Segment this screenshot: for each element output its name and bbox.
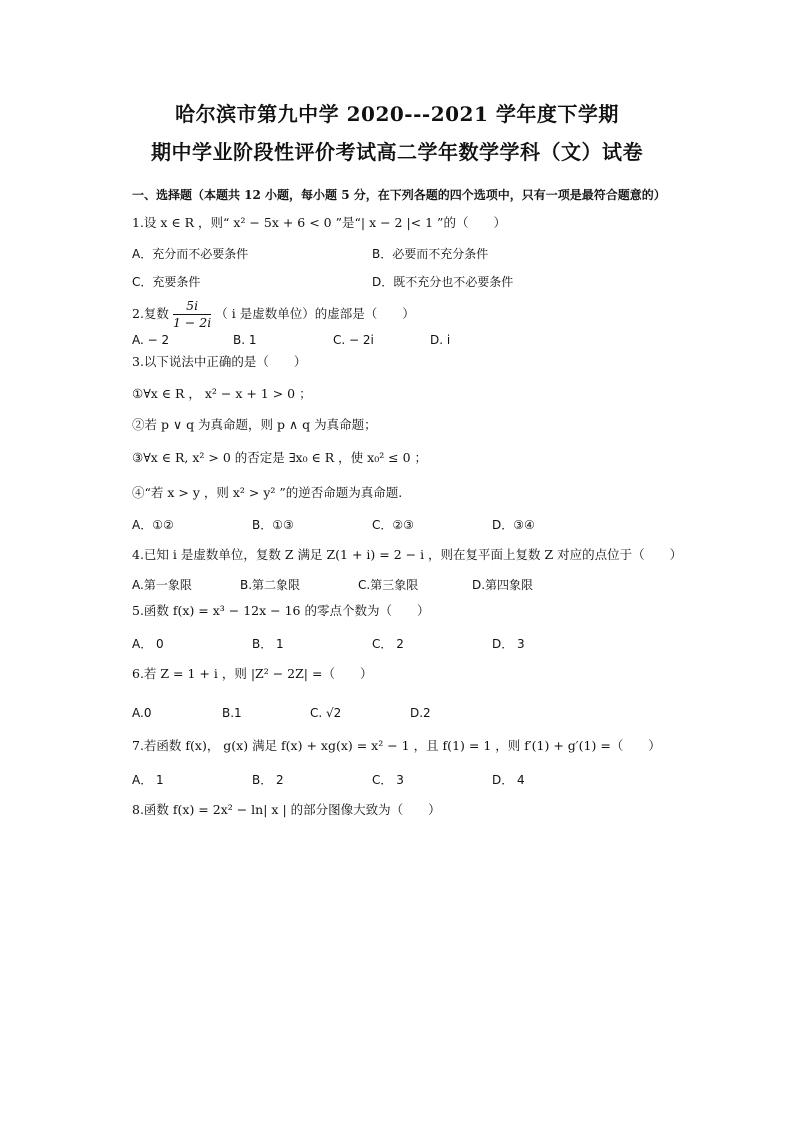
q3-statement-2: ②若 p ∨ q 为真命题，则 p ∧ q 为真命题； (132, 417, 377, 432)
section-heading: 一、选择题（本题共 12 小题，每小题 5 分，在下列各题的四个选项中，只有一项是最符合题意的） (132, 188, 666, 202)
q4-option-c: C.第三象限 (358, 578, 419, 592)
q3-option-c: C．②③ (372, 518, 414, 532)
q3-option-d: D．③④ (492, 518, 535, 532)
q5-option-a: A． 0 (132, 637, 164, 651)
q7-option-b: B． 2 (252, 773, 284, 787)
q2-fraction-denominator: 1 − 2i (172, 315, 212, 330)
q3-statement-3: ③∀x ∈ R, x² > 0 的否定是 ∃x₀ ∈ R ，使 x₀² ≤ 0 ； (132, 450, 428, 465)
q3-statement-1: ①∀x ∈ R ， x² − x + 1 > 0 ； (132, 386, 312, 401)
q1-option-a: A．充分而不必要条件 (132, 247, 249, 261)
q3-option-a: A．①② (132, 518, 174, 532)
question-5-stem: 5.函数 f(x) = x³ − 12x − 16 的零点个数为（ ） (132, 603, 430, 618)
question-2-stem (132, 296, 415, 332)
q1-option-d: D．既不充分也不必要条件 (372, 275, 514, 289)
q2-option-b: B. 1 (233, 333, 257, 347)
q4-option-d: D.第四象限 (472, 578, 534, 592)
question-3-stem: 3.以下说法中正确的是（ ） (132, 354, 307, 369)
q2-prefix: 2.复数 (132, 306, 169, 321)
q4-option-a: A.第一象限 (132, 578, 192, 592)
q7-option-c: C． 3 (372, 773, 404, 787)
q7-option-d: D． 4 (492, 773, 525, 787)
q5-option-c: C． 2 (372, 637, 404, 651)
q3-statement-4: ④“若 x > y ，则 x² > y² ”的逆否命题为真命题. (132, 485, 403, 500)
exam-title-line2: 期中学业阶段性评价考试高二学年数学学科（文）试卷 (151, 140, 643, 164)
q1-option-c: C．充要条件 (132, 275, 201, 289)
exam-title-line1: 哈尔滨市第九中学 2020---2021 学年度下学期 (175, 102, 619, 126)
q5-option-d: D． 3 (492, 637, 525, 651)
q5-option-b: B． 1 (252, 637, 284, 651)
q6-option-a: A.0 (132, 706, 152, 720)
q2-fraction (173, 298, 211, 331)
q4-option-b: B.第二象限 (240, 578, 301, 592)
q2-fraction-numerator: 5i (173, 298, 211, 315)
q2-suffix: （ i 是虚数单位）的虚部是（ ） (215, 306, 415, 321)
q2-option-a: A. − 2 (132, 333, 170, 347)
q2-option-c: C. − 2i (333, 333, 374, 347)
q2-option-d: D. i (430, 333, 451, 347)
q6-option-d: D.2 (410, 706, 431, 720)
question-6-stem: 6.若 Z = 1 + i ，则 |Z² − 2Z| =（ ） (132, 666, 373, 681)
q6-option-c: C. √2 (310, 706, 342, 720)
q3-option-b: B．①③ (252, 518, 294, 532)
question-1-stem: 1.设 x ∈ R ，则“ x² − 5x + 6 < 0 ”是“| x − 2 |< 1 ”的（ ） (132, 215, 506, 230)
q7-option-a: A． 1 (132, 773, 164, 787)
question-8-stem: 8.函数 f(x) = 2x² − ln| x | 的部分图像大致为（ ） (132, 802, 441, 817)
question-7-stem: 7.若函数 f(x)， g(x) 满足 f(x) + xg(x) = x² − 1 ，且 f(1) = 1 ，则 f′(1) + g′(1) =（ ） (132, 738, 661, 753)
q6-option-b: B.1 (222, 706, 242, 720)
q1-option-b: B．必要而不充分条件 (372, 247, 489, 261)
question-4-stem: 4.已知 i 是虚数单位，复数 Z 满足 Z(1 + i) = 2 − i ，则在复平面上复数 Z 对应的点位于（ ） (132, 547, 683, 562)
